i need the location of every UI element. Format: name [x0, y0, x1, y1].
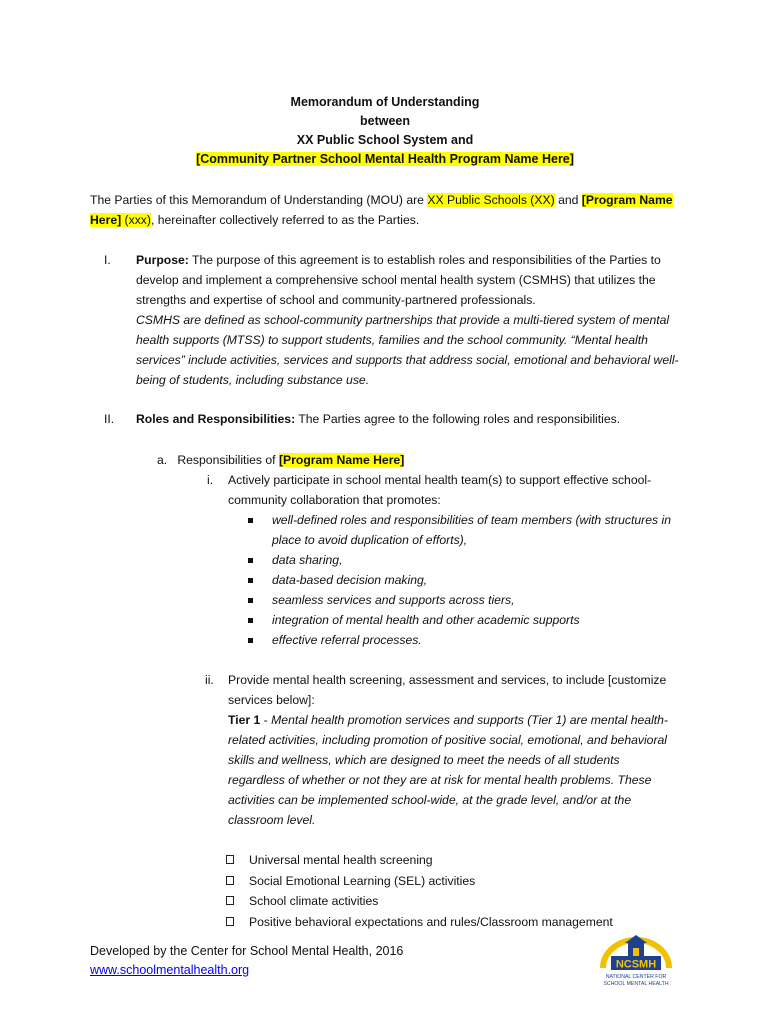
- logo-acronym: NCSMH: [615, 958, 657, 971]
- title-line-1: Memorandum of Understanding: [290, 95, 480, 109]
- list-item: integration of mental health and other academic supports: [246, 610, 686, 630]
- intro-program-abbr: (xxx): [121, 213, 151, 227]
- section-2-heading: Roles and Responsibilities:: [136, 412, 296, 426]
- tier-1-description: [228, 710, 678, 830]
- document-title: [0, 93, 770, 169]
- section-2-number: II.: [104, 412, 115, 426]
- section-1-number: I.: [104, 253, 111, 267]
- item-a-label: Responsibilities of: [177, 453, 279, 467]
- item-a-highlight: [Program Name Here]: [278, 453, 405, 467]
- square-bullet-icon: [248, 618, 253, 623]
- list-item: well-defined roles and responsibilities of team members (with structures in place to avoid duplication of efforts),: [246, 510, 686, 550]
- logo-door-icon: [633, 948, 639, 957]
- tier-1-dash: -: [260, 713, 272, 727]
- bullet-list: [246, 510, 686, 650]
- square-bullet-icon: [248, 558, 253, 563]
- title-line-4: [0, 150, 770, 169]
- item-a-letter: a.: [157, 453, 168, 467]
- title-line-3: XX Public School System and: [296, 133, 474, 147]
- footer-developed-by: Developed by the Center for School Mental Health, 2016: [90, 944, 404, 958]
- checkbox-icon[interactable]: [226, 876, 234, 885]
- logo-line-1: NATIONAL CENTER FOR: [605, 974, 667, 980]
- title-line-2: between: [359, 114, 410, 128]
- footer-website-link[interactable]: www.schoolmentalhealth.org: [90, 963, 250, 977]
- square-bullet-icon: [248, 638, 253, 643]
- section-1-italic-definition: CSMHS are defined as school-community partnerships that provide a multi-tiered system of mental health supports (MTSS) to support students, families and the school community. “Mental health services” include activities, services and supports that address social, emotional and behavioral well-being of students, including substance use.: [136, 313, 679, 387]
- intro-paragraph: [90, 190, 680, 230]
- list-item: seamless services and supports across tiers,: [246, 590, 686, 610]
- item-ii-text: Provide mental health screening, assessment and services, to include [customize services below]:: [228, 673, 667, 707]
- intro-post: , hereinafter collectively referred to as the Parties.: [150, 213, 420, 227]
- intro-and: and: [554, 193, 582, 207]
- square-bullet-icon: [248, 598, 253, 603]
- checkbox-icon[interactable]: [226, 855, 234, 864]
- list-item: data-based decision making,: [246, 570, 686, 590]
- checklist-item[interactable]: School climate activities: [225, 891, 685, 912]
- page-footer: [90, 942, 403, 980]
- list-item: data sharing,: [246, 550, 686, 570]
- section-1-heading: Purpose:: [136, 253, 189, 267]
- intro-school-highlight: XX Public Schools (XX): [427, 193, 555, 207]
- intro-pre: The Parties of this Memorandum of Understanding (MOU) are: [90, 193, 428, 207]
- item-i-numeral: i.: [207, 473, 214, 487]
- title-highlight: [Community Partner School Mental Health Program Name Here]: [196, 152, 574, 166]
- section-1-text: The purpose of this agreement is to establish roles and responsibilities of the Parties to develop and implement a comprehensive school mental health system (CSMHS) that utilizes the strengths and expertise of school and community-partnered professionals.: [136, 253, 661, 307]
- checkbox-icon[interactable]: [226, 917, 234, 926]
- logo-line-2: SCHOOL MENTAL HEALTH: [603, 981, 669, 987]
- ncsmh-logo: [595, 934, 677, 990]
- checklist-item[interactable]: Universal mental health screening: [225, 850, 685, 871]
- checklist-item[interactable]: Positive behavioral expectations and rules/Classroom management: [225, 912, 685, 933]
- section-2-text: The Parties agree to the following roles and responsibilities.: [295, 412, 621, 426]
- section-1-purpose: [136, 250, 681, 390]
- item-i-text: Actively participate in school mental health team(s) to support effective school-community collaboration that promotes:: [228, 473, 652, 507]
- tier-1-label: Tier 1: [228, 713, 261, 727]
- services-checklist: [225, 850, 685, 932]
- section-2-roles: [136, 409, 681, 429]
- square-bullet-icon: [248, 578, 253, 583]
- intro-program-name: [Program Name Here]: [90, 193, 673, 227]
- list-item: effective referral processes.: [246, 630, 686, 650]
- item-ii-numeral: ii.: [205, 673, 214, 687]
- square-bullet-icon: [248, 518, 253, 523]
- checkbox-icon[interactable]: [226, 896, 234, 905]
- tier-1-text: Mental health promotion services and supports (Tier 1) are mental health-related activities, including promotion of positive social, emotional, and behavioral skills and wellness, which are designed to meet the needs of all students regardless of whether or not they are at risk for mental health problems. These activities can be implemented school-wide, at the grade level, and/or at the classroom level.: [228, 713, 668, 827]
- item-a: [157, 450, 404, 470]
- checklist-item[interactable]: Social Emotional Learning (SEL) activities: [225, 871, 685, 892]
